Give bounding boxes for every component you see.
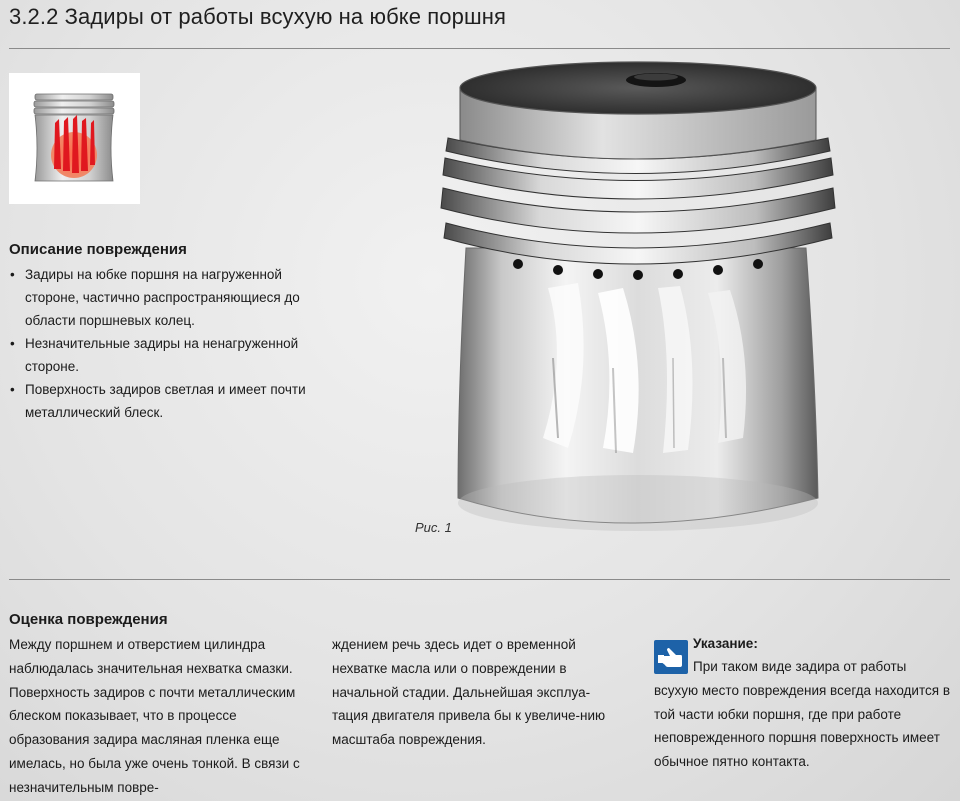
title-divider [9, 48, 950, 49]
list-item: • Поверхность задиров светлая и имеет почти металлический блеск. [10, 382, 306, 420]
note-text: При таком виде задира от работы всухую место повреждения всегда находится в той части юбки поршня, где при работе неповрежденного поршня поверхность имеет обычное пятно контакта. [654, 659, 950, 770]
list-item: • Незначительные задиры на ненагруженной стороне. [10, 336, 299, 374]
description-list [9, 263, 309, 424]
page-title: 3.2.2 Задиры от работы всухую на юбке поршня [9, 4, 506, 29]
assessment-column-2: ждением речь здесь идет о временной нехватке масла или о повреждении в начальной стадии. Дальнейшая эксплуа-тация двигателя привела бы к увеличе-нию масштаба повреждения. [332, 637, 606, 748]
piston-damage-thumbnail-icon [9, 73, 140, 204]
piston-photo [418, 58, 848, 558]
assessment-column-1: Между поршнем и отверстием цилиндра наблюдалась значительная нехватка смазки. Поверхность задиров с почти металлическим блеском показывает, что в процессе образования задира масляная пленка еще имелась, но была уже очень тонкой. В связи с незначительным повре- [9, 637, 300, 795]
note-title: Указание: [693, 636, 758, 651]
assessment-heading: Оценка повреждения [9, 611, 168, 628]
piston-damage-thumbnail [9, 73, 140, 204]
description-heading: Описание повреждения [9, 241, 187, 258]
list-item: • Задиры на юбке поршня на нагруженной стороне, частично распространяющиеся до области поршневых колец. [10, 267, 300, 328]
piston-photo-icon [418, 58, 848, 558]
figure-caption: Рис. 1 [415, 520, 452, 535]
section-divider [9, 579, 950, 580]
